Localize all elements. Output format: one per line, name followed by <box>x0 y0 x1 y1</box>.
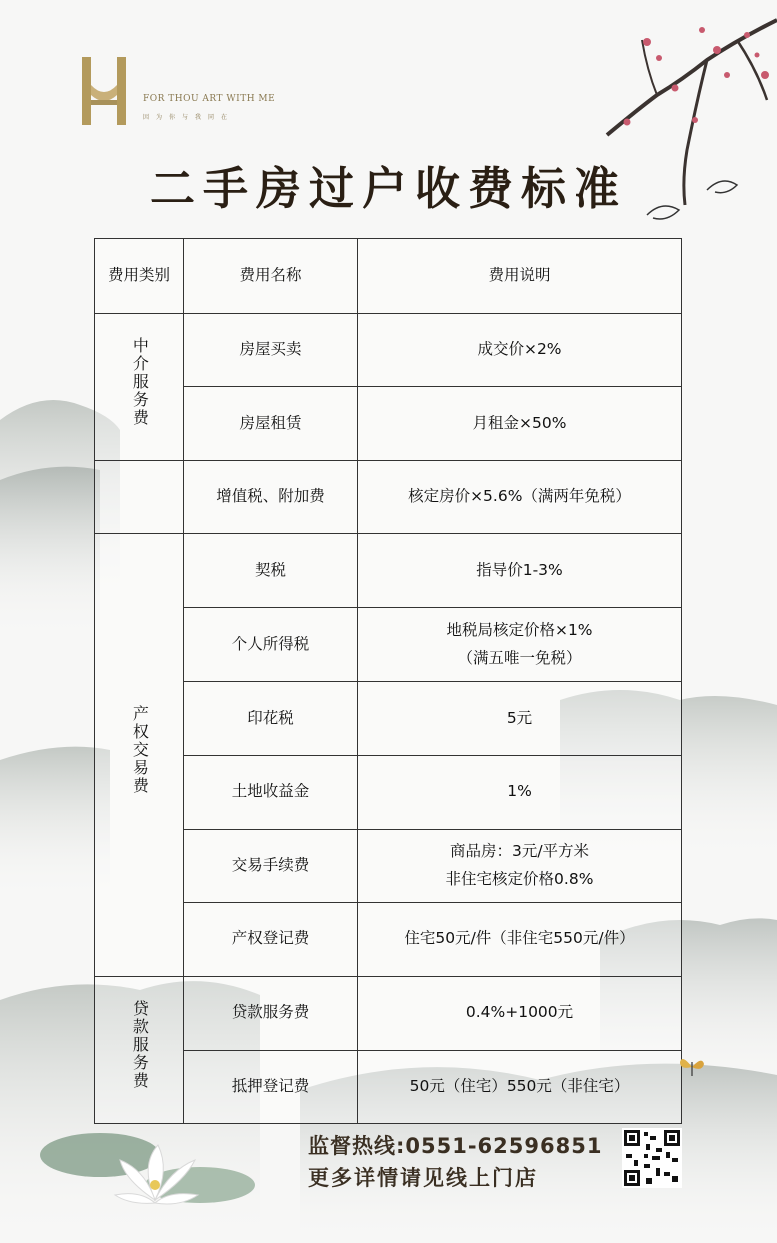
fee-name: 增值税、附加费 <box>184 461 358 534</box>
category-cell-agency <box>95 314 184 461</box>
fee-name: 土地收益金 <box>184 755 358 829</box>
fee-name: 契税 <box>184 534 358 608</box>
fee-desc-line: 地税局核定价格×1% <box>446 621 593 640</box>
qr-code-image[interactable] <box>622 1128 682 1188</box>
header-category: 费用类别 <box>95 239 184 314</box>
fee-desc-line: 非住宅核定价格0.8% <box>445 869 594 888</box>
fee-desc: 月租金×50% <box>358 387 682 461</box>
table-header-row <box>95 239 682 314</box>
fee-table <box>94 238 682 1124</box>
table-row <box>95 461 682 534</box>
fee-name: 交易手续费 <box>184 829 358 902</box>
category-cell-loan <box>95 976 184 1123</box>
category-cell-empty <box>95 461 184 534</box>
fee-desc: 成交价×2% <box>358 314 682 387</box>
table-row <box>95 314 682 387</box>
table-row <box>95 829 682 902</box>
fee-desc <box>358 608 682 682</box>
fee-desc: 1% <box>358 755 682 829</box>
fee-desc-line: 商品房：3元/平方米 <box>449 841 590 860</box>
table-row <box>95 1050 682 1123</box>
category-label: 产权交易费 <box>130 705 150 796</box>
table-row <box>95 976 682 1050</box>
fee-desc: 50元（住宅）550元（非住宅） <box>358 1050 682 1123</box>
category-label: 贷款服务费 <box>130 999 150 1090</box>
butterfly-icon <box>678 1052 706 1082</box>
fee-name: 房屋买卖 <box>184 314 358 387</box>
brand-tagline-en: FOR THOU ART WITH ME <box>143 94 276 104</box>
fee-desc: 住宅50元/件（非住宅550元/件） <box>358 902 682 976</box>
visit-store-text: 更多详情请见线上门店 <box>308 1166 538 1190</box>
brand-logo <box>78 55 130 127</box>
table-row <box>95 387 682 461</box>
fee-desc-line: （满五唯一免税） <box>457 648 582 667</box>
table-row <box>95 534 682 608</box>
hotline-text: 监督热线:0551-62596851 <box>308 1134 603 1158</box>
brand-tagline-cn: 因为你与我同在 <box>143 114 235 121</box>
fee-name: 抵押登记费 <box>184 1050 358 1123</box>
fee-desc: 0.4%+1000元 <box>358 976 682 1050</box>
page-title: 二手房过户收费标准 <box>149 162 627 215</box>
fee-name: 产权登记费 <box>184 902 358 976</box>
fee-name: 印花税 <box>184 682 358 755</box>
table-row <box>95 682 682 755</box>
category-label: 中介服务费 <box>130 337 150 428</box>
fee-desc: 5元 <box>358 682 682 755</box>
table-row <box>95 608 682 682</box>
fee-name: 个人所得税 <box>184 608 358 682</box>
table-row <box>95 902 682 976</box>
fee-desc: 核定房价×5.6%（满两年免税） <box>358 461 682 534</box>
fee-name: 贷款服务费 <box>184 976 358 1050</box>
header-fee-desc: 费用说明 <box>358 239 682 314</box>
lotus-flower-image <box>30 1125 260 1235</box>
header-fee-name: 费用名称 <box>184 239 358 314</box>
fee-desc: 指导价1-3% <box>358 534 682 608</box>
category-cell-property <box>95 534 184 976</box>
table-row <box>95 755 682 829</box>
fee-desc <box>358 829 682 902</box>
fee-name: 房屋租赁 <box>184 387 358 461</box>
